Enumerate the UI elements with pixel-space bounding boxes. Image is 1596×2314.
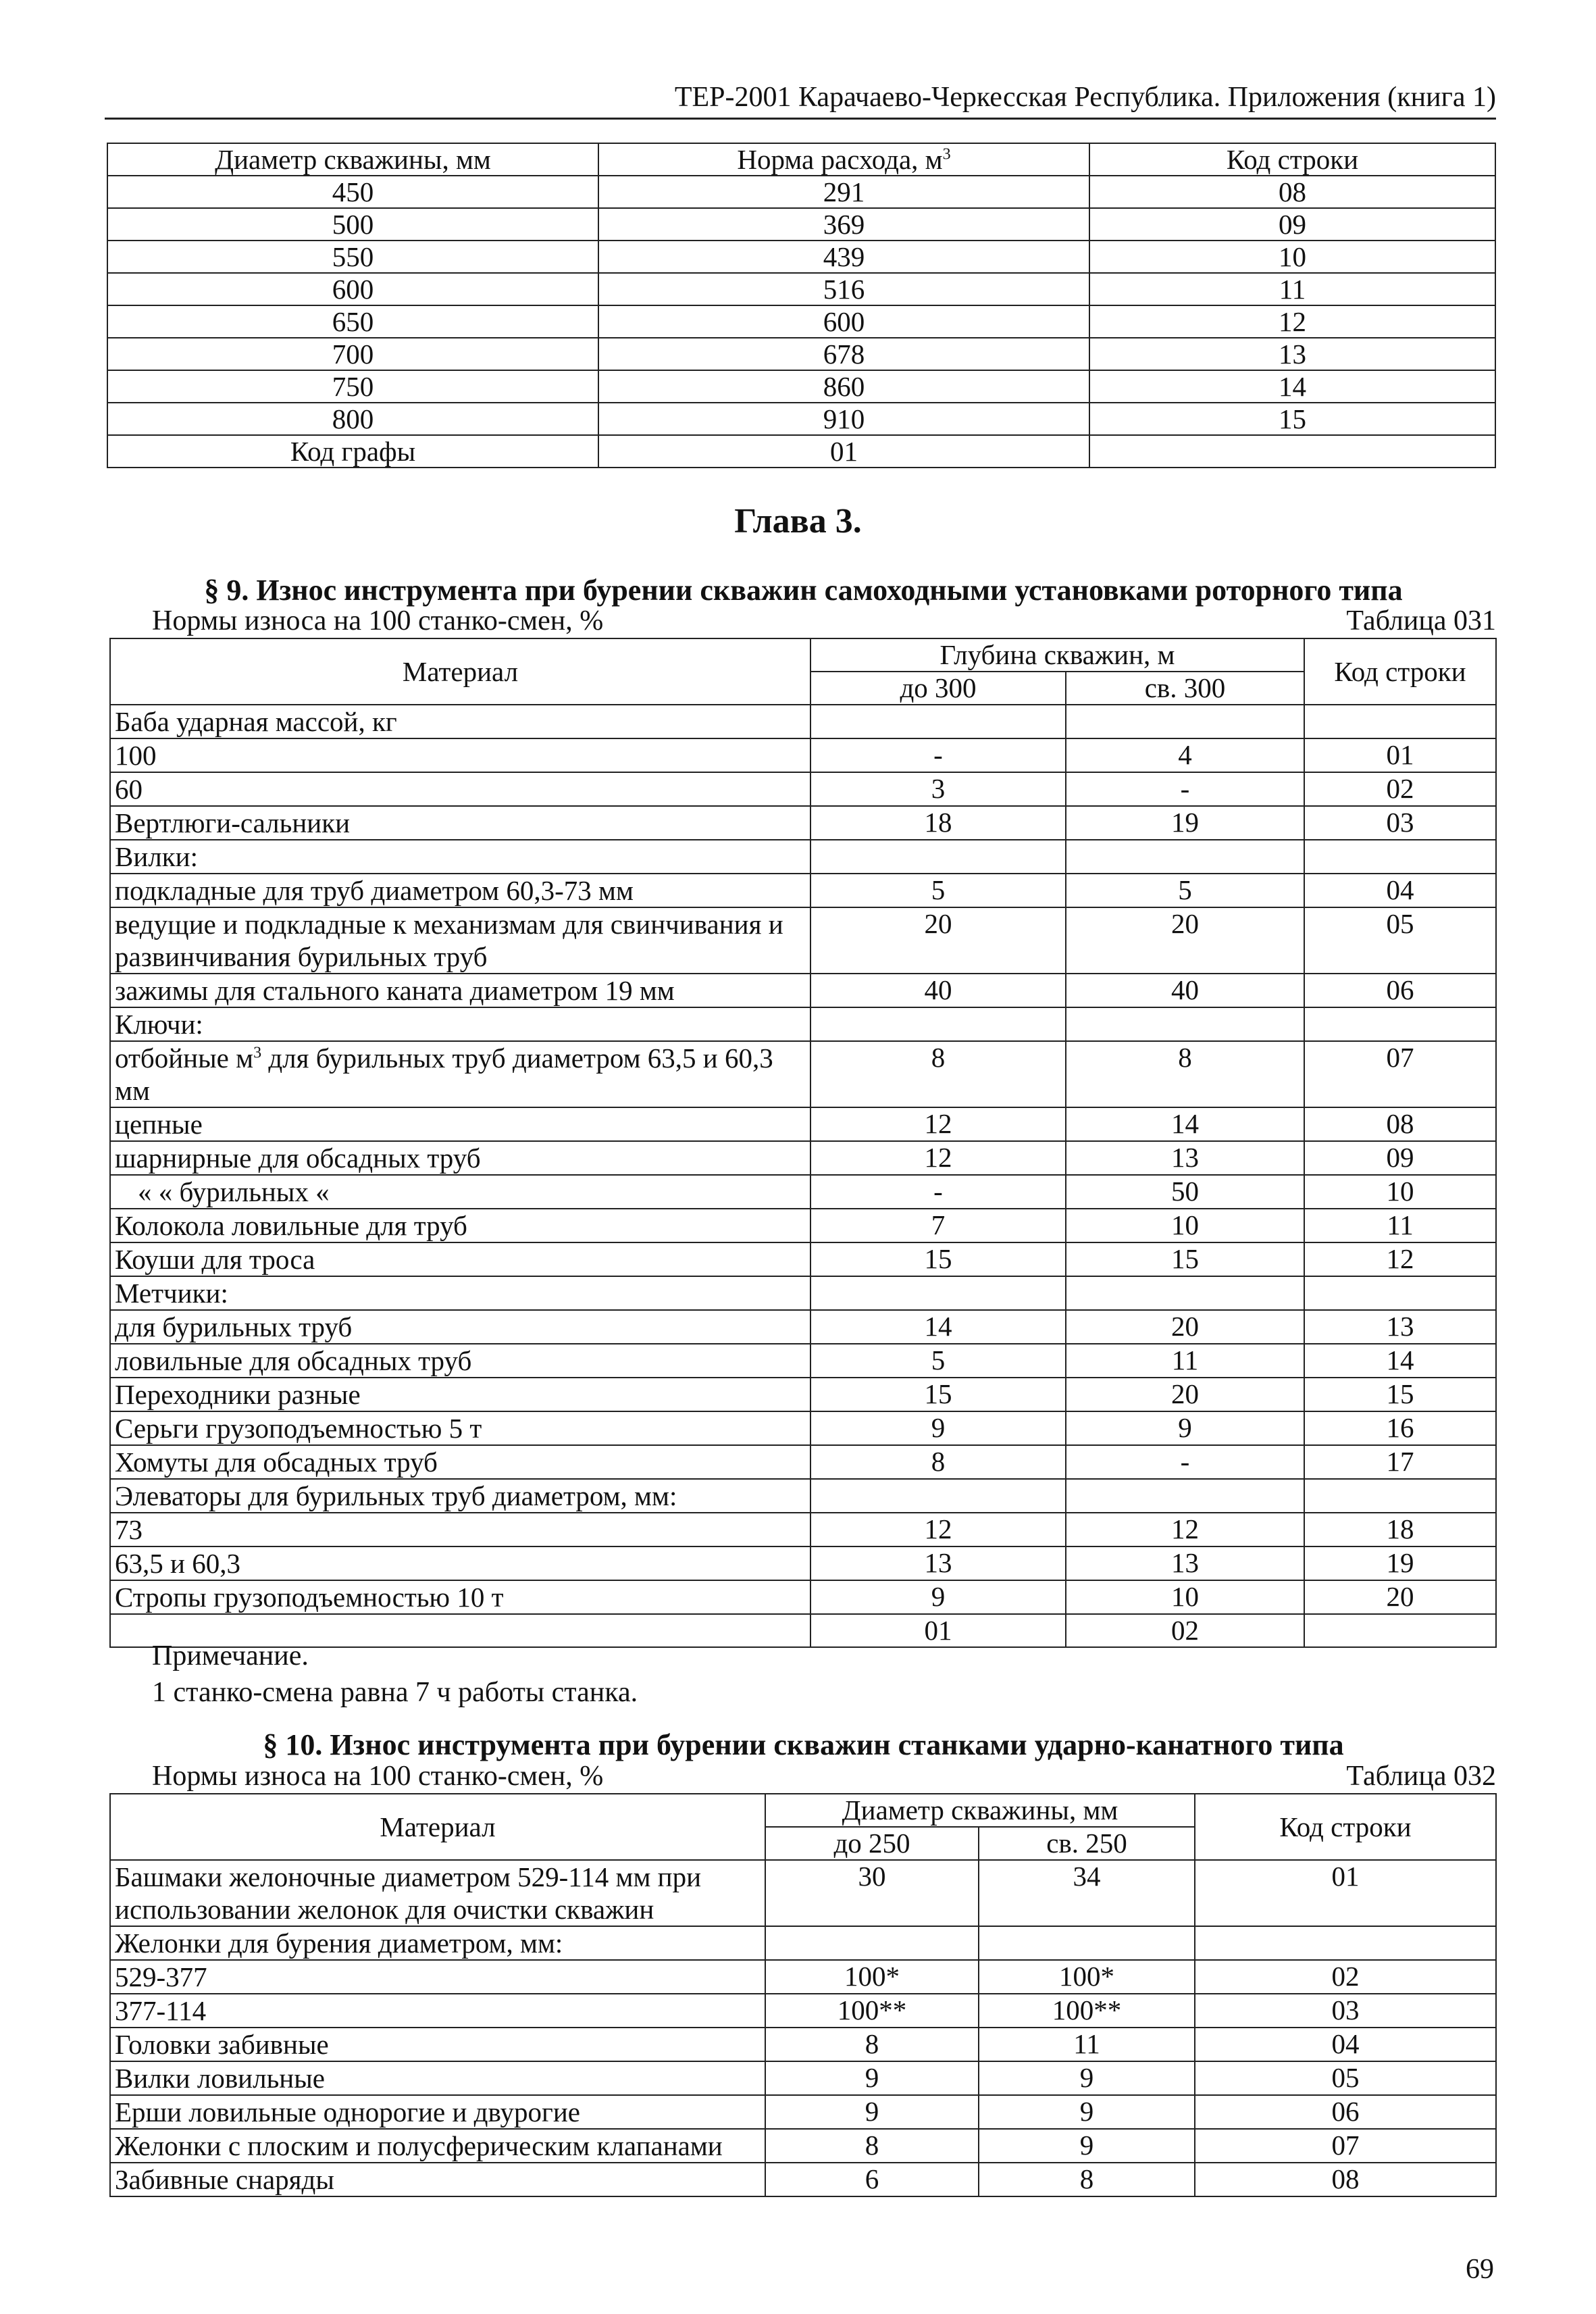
cell-norm: 291 — [598, 176, 1089, 208]
cell-row-code: 12 — [1304, 1242, 1496, 1276]
cell-over-300 — [1066, 705, 1304, 738]
header-material: Материал — [110, 1794, 765, 1860]
cell-over-300: 13 — [1066, 1141, 1304, 1175]
table-row — [110, 806, 1496, 840]
table-row — [110, 1411, 1496, 1445]
cell-to-300: 12 — [810, 1107, 1066, 1141]
table-row — [107, 273, 1495, 305]
header-over-300: св. 300 — [1066, 672, 1304, 705]
cell-material: 60 — [110, 772, 810, 806]
cell-row-code: 01 — [1195, 1860, 1496, 1926]
section-10-caption — [152, 1760, 1496, 1792]
cell-diameter: 700 — [107, 338, 598, 370]
cell-over-300: 8 — [1066, 1041, 1304, 1107]
table-row — [110, 1344, 1496, 1378]
cell-to-300: 8 — [810, 1041, 1066, 1107]
cell-material: ведущие и подкладные к механизмам для свинчивания и развинчивания бурильных труб — [110, 907, 810, 974]
table-row — [107, 241, 1495, 273]
unit-superscript: 3 — [253, 1044, 262, 1062]
cell-over-250: 8 — [979, 2163, 1195, 2196]
cell-norm: 600 — [598, 305, 1089, 338]
cell-norm: 910 — [598, 403, 1089, 435]
cell-row-code: 17 — [1304, 1445, 1496, 1479]
cell-to-250: 8 — [765, 2028, 979, 2061]
cell-row-code: 06 — [1195, 2095, 1496, 2129]
cell-to-300: 7 — [810, 1209, 1066, 1242]
page-number: 69 — [1466, 2254, 1494, 2285]
table-row — [110, 1378, 1496, 1411]
cell-norm: 01 — [598, 435, 1089, 468]
cell-material: Желонки с плоским и полусферическим клапанами — [110, 2129, 765, 2163]
cell-over-250: 9 — [979, 2061, 1195, 2095]
norms-caption: Нормы износа на 100 станко-смен, % — [152, 605, 604, 636]
cell-material: 100 — [110, 738, 810, 772]
table-number: Таблица 032 — [1346, 1761, 1496, 1792]
cell-material: Стропы грузоподъемностью 10 т — [110, 1580, 810, 1614]
table-row — [107, 403, 1495, 435]
cell-over-300: 9 — [1066, 1411, 1304, 1445]
running-header: ТЕР-2001 Карачаево-Черкесская Республика. Приложения (книга 1) — [105, 81, 1496, 120]
cell-material: цепные — [110, 1107, 810, 1141]
cell-row-code — [1195, 1926, 1496, 1960]
table-header-row — [107, 143, 1495, 176]
cell-to-300: 3 — [810, 772, 1066, 806]
cell-row-code: 05 — [1304, 907, 1496, 974]
table-row — [110, 2061, 1496, 2095]
cell-material: Вилки: — [110, 840, 810, 874]
cell-row-code — [1304, 1479, 1496, 1513]
section-9-caption — [152, 605, 1496, 637]
cell-row-code: 13 — [1304, 1310, 1496, 1344]
cell-diameter: 450 — [107, 176, 598, 208]
chapter-title: Глава 3. — [734, 502, 862, 540]
table-032 — [109, 1793, 1497, 2197]
table-row — [110, 2129, 1496, 2163]
cell-norm: 860 — [598, 370, 1089, 403]
table-row — [110, 1310, 1496, 1344]
diameter-norm-table — [107, 143, 1496, 468]
table-row — [110, 1141, 1496, 1175]
table-row — [110, 2095, 1496, 2129]
table-row — [107, 435, 1495, 468]
table-row — [110, 1926, 1496, 1960]
cell-row-code — [1304, 1276, 1496, 1310]
cell-material: 63,5 и 60,3 — [110, 1546, 810, 1580]
cell-over-300: - — [1066, 1445, 1304, 1479]
cell-material: Серьги грузоподъемностью 5 т — [110, 1411, 810, 1445]
table-row — [110, 2028, 1496, 2061]
cell-to-300: 9 — [810, 1411, 1066, 1445]
cell-to-300: 12 — [810, 1141, 1066, 1175]
table-row — [110, 1479, 1496, 1513]
table-row — [110, 1445, 1496, 1479]
cell-row-code: 09 — [1304, 1141, 1496, 1175]
header-norm — [598, 143, 1089, 176]
cell-material: Коуши для троса — [110, 1242, 810, 1276]
cell-row-code: 08 — [1089, 176, 1495, 208]
cell-over-300: 13 — [1066, 1546, 1304, 1580]
table-row — [110, 1276, 1496, 1310]
table-row — [110, 840, 1496, 874]
table-row — [110, 1860, 1496, 1926]
cell-to-250: 100** — [765, 1994, 979, 2028]
cell-to-250: 100* — [765, 1960, 979, 1994]
cell-over-300: 02 — [1066, 1614, 1304, 1647]
cell-material: 73 — [110, 1513, 810, 1546]
header-diameter: Диаметр скважины, мм — [107, 143, 598, 176]
cell-to-300: 12 — [810, 1513, 1066, 1546]
cell-material: Забивные снаряды — [110, 2163, 765, 2196]
cell-material: Метчики: — [110, 1276, 810, 1310]
cell-over-300: 11 — [1066, 1344, 1304, 1378]
material-text-rest: для бурильных труб диаметром 63,5 и 60,3 мм — [115, 1042, 773, 1106]
cell-material: Вертлюги-сальники — [110, 806, 810, 840]
cell-row-code — [1304, 1614, 1496, 1647]
cell-norm: 516 — [598, 273, 1089, 305]
cell-row-code: 13 — [1089, 338, 1495, 370]
cell-material: « « бурильных « — [110, 1175, 810, 1209]
note-title: Примечание. — [152, 1640, 309, 1671]
cell-to-300: 9 — [810, 1580, 1066, 1614]
section-10-title: § 10. Износ инструмента при бурении скважин станками ударно-канатного типа — [263, 1728, 1344, 1761]
table-row — [110, 974, 1496, 1007]
table-row — [107, 176, 1495, 208]
cell-to-300 — [810, 1276, 1066, 1310]
cell-diameter: 550 — [107, 241, 598, 273]
cell-row-code: 15 — [1089, 403, 1495, 435]
table-row — [110, 772, 1496, 806]
header-material: Материал — [110, 638, 810, 705]
cell-over-300 — [1066, 1479, 1304, 1513]
cell-row-code: 14 — [1304, 1344, 1496, 1378]
cell-row-code — [1089, 435, 1495, 468]
cell-row-code: 20 — [1304, 1580, 1496, 1614]
cell-over-250: 11 — [979, 2028, 1195, 2061]
table-row — [107, 208, 1495, 241]
cell-over-300: 10 — [1066, 1580, 1304, 1614]
table-row — [110, 1580, 1496, 1614]
cell-over-250: 100* — [979, 1960, 1195, 1994]
header-to-250: до 250 — [765, 1827, 979, 1860]
cell-to-250: 6 — [765, 2163, 979, 2196]
section-9-title: § 9. Износ инструмента при бурении скважин самоходными установками роторного типа — [204, 574, 1403, 607]
cell-to-300 — [810, 840, 1066, 874]
cell-over-250: 9 — [979, 2129, 1195, 2163]
cell-row-code: 04 — [1304, 874, 1496, 907]
cell-material: подкладные для труб диаметром 60,3-73 мм — [110, 874, 810, 907]
header-row-code: Код строки — [1089, 143, 1495, 176]
cell-row-code: 14 — [1089, 370, 1495, 403]
cell-norm: 369 — [598, 208, 1089, 241]
cell-material: ловильные для обсадных труб — [110, 1344, 810, 1378]
table-row — [110, 1175, 1496, 1209]
cell-row-code: 01 — [1304, 738, 1496, 772]
cell-to-300: - — [810, 738, 1066, 772]
cell-over-300: 19 — [1066, 806, 1304, 840]
cell-row-code: 02 — [1304, 772, 1496, 806]
cell-to-300: 13 — [810, 1546, 1066, 1580]
table-row — [110, 2163, 1496, 2196]
cell-material: Баба ударная массой, кг — [110, 705, 810, 738]
cell-over-300: 40 — [1066, 974, 1304, 1007]
table-row — [110, 1242, 1496, 1276]
cell-material: Ерши ловильные однорогие и двурогие — [110, 2095, 765, 2129]
cell-row-code: 03 — [1304, 806, 1496, 840]
table-row — [110, 705, 1496, 738]
table-row — [110, 1041, 1496, 1107]
cell-norm: 439 — [598, 241, 1089, 273]
cell-over-300: 12 — [1066, 1513, 1304, 1546]
header-row-code: Код строки — [1195, 1794, 1496, 1860]
table-row — [110, 1209, 1496, 1242]
cell-to-300: - — [810, 1175, 1066, 1209]
note-text: 1 станко-смена равна 7 ч работы станка. — [152, 1677, 638, 1708]
cell-row-code: 10 — [1304, 1175, 1496, 1209]
cell-row-code: 16 — [1304, 1411, 1496, 1445]
cell-over-300: 10 — [1066, 1209, 1304, 1242]
cell-row-code: 02 — [1195, 1960, 1496, 1994]
header-norm-unit-sup: 3 — [942, 145, 951, 164]
cell-row-code: 03 — [1195, 1994, 1496, 2028]
cell-row-code: 04 — [1195, 2028, 1496, 2061]
table-number: Таблица 031 — [1346, 605, 1496, 636]
cell-diameter: 650 — [107, 305, 598, 338]
cell-to-300: 5 — [810, 874, 1066, 907]
cell-to-300: 15 — [810, 1378, 1066, 1411]
cell-to-250 — [765, 1926, 979, 1960]
cell-to-300: 20 — [810, 907, 1066, 974]
norms-caption: Нормы износа на 100 станко-смен, % — [152, 1761, 604, 1792]
cell-material: 529-377 — [110, 1960, 765, 1994]
cell-over-300: 15 — [1066, 1242, 1304, 1276]
cell-material: 377-114 — [110, 1994, 765, 2028]
cell-to-300: 15 — [810, 1242, 1066, 1276]
cell-to-250: 9 — [765, 2061, 979, 2095]
header-norm-text: Норма расхода, м — [737, 144, 943, 175]
cell-row-code: 07 — [1304, 1041, 1496, 1107]
cell-to-300 — [810, 1479, 1066, 1513]
table-row — [107, 338, 1495, 370]
cell-over-250: 100** — [979, 1994, 1195, 2028]
table-row — [110, 738, 1496, 772]
cell-row-code: 05 — [1195, 2061, 1496, 2095]
cell-row-code: 18 — [1304, 1513, 1496, 1546]
cell-to-300: 5 — [810, 1344, 1066, 1378]
cell-diameter: 500 — [107, 208, 598, 241]
header-to-300: до 300 — [810, 672, 1066, 705]
cell-material — [110, 1041, 810, 1107]
cell-material: зажимы для стального каната диаметром 19 мм — [110, 974, 810, 1007]
table-row — [110, 1513, 1496, 1546]
cell-material: Хомуты для обсадных труб — [110, 1445, 810, 1479]
cell-row-code — [1304, 705, 1496, 738]
table-031 — [109, 638, 1497, 1648]
cell-to-300 — [810, 1007, 1066, 1041]
cell-row-code: 11 — [1304, 1209, 1496, 1242]
cell-over-300: 4 — [1066, 738, 1304, 772]
cell-over-250: 9 — [979, 2095, 1195, 2129]
cell-to-250: 30 — [765, 1860, 979, 1926]
cell-row-code: 11 — [1089, 273, 1495, 305]
cell-to-300: 14 — [810, 1310, 1066, 1344]
cell-row-code: 15 — [1304, 1378, 1496, 1411]
cell-diameter: Код графы — [107, 435, 598, 468]
cell-over-300: 14 — [1066, 1107, 1304, 1141]
header-row-code: Код строки — [1304, 638, 1496, 705]
cell-to-300: 18 — [810, 806, 1066, 840]
cell-row-code: 10 — [1089, 241, 1495, 273]
cell-material: Головки забивные — [110, 2028, 765, 2061]
material-text: отбойные м — [115, 1042, 254, 1074]
table-row — [110, 874, 1496, 907]
cell-row-code — [1304, 1007, 1496, 1041]
cell-over-300: 20 — [1066, 1310, 1304, 1344]
cell-material: Башмаки желоночные диаметром 529-114 мм при использовании желонок для очистки скважин — [110, 1860, 765, 1926]
cell-row-code: 08 — [1195, 2163, 1496, 2196]
cell-to-250: 9 — [765, 2095, 979, 2129]
table-row — [110, 1107, 1496, 1141]
cell-over-300: 50 — [1066, 1175, 1304, 1209]
cell-to-300: 01 — [810, 1614, 1066, 1647]
table-row — [107, 305, 1495, 338]
cell-to-250: 8 — [765, 2129, 979, 2163]
cell-material: шарнирные для обсадных труб — [110, 1141, 810, 1175]
cell-row-code: 19 — [1304, 1546, 1496, 1580]
cell-to-300 — [810, 705, 1066, 738]
cell-row-code: 08 — [1304, 1107, 1496, 1141]
cell-row-code: 12 — [1089, 305, 1495, 338]
cell-material: Желонки для бурения диаметром, мм: — [110, 1926, 765, 1960]
table-header-row — [110, 1794, 1496, 1827]
cell-diameter: 600 — [107, 273, 598, 305]
cell-row-code: 09 — [1089, 208, 1495, 241]
cell-to-300: 40 — [810, 974, 1066, 1007]
cell-material: Элеваторы для бурильных труб диаметром, мм: — [110, 1479, 810, 1513]
table-row — [110, 1546, 1496, 1580]
table-row — [110, 907, 1496, 974]
cell-over-300 — [1066, 1007, 1304, 1041]
cell-over-300 — [1066, 1276, 1304, 1310]
cell-material: Вилки ловильные — [110, 2061, 765, 2095]
cell-diameter: 750 — [107, 370, 598, 403]
header-over-250: св. 250 — [979, 1827, 1195, 1860]
cell-material: для бурильных труб — [110, 1310, 810, 1344]
cell-diameter: 800 — [107, 403, 598, 435]
table-row — [107, 370, 1495, 403]
cell-row-code: 07 — [1195, 2129, 1496, 2163]
cell-row-code — [1304, 840, 1496, 874]
table-header-row — [110, 638, 1496, 672]
note-block — [152, 1638, 638, 1711]
cell-material: Колокола ловильные для труб — [110, 1209, 810, 1242]
cell-over-250: 34 — [979, 1860, 1195, 1926]
cell-over-300 — [1066, 840, 1304, 874]
table-row — [110, 1994, 1496, 2028]
header-diameter: Диаметр скважины, мм — [765, 1794, 1195, 1827]
cell-material: Переходники разные — [110, 1378, 810, 1411]
cell-material: Ключи: — [110, 1007, 810, 1041]
cell-over-250 — [979, 1926, 1195, 1960]
cell-over-300: - — [1066, 772, 1304, 806]
table-row — [110, 1007, 1496, 1041]
header-depth: Глубина скважин, м — [810, 638, 1304, 672]
cell-over-300: 20 — [1066, 907, 1304, 974]
cell-row-code: 06 — [1304, 974, 1496, 1007]
cell-over-300: 5 — [1066, 874, 1304, 907]
cell-to-300: 8 — [810, 1445, 1066, 1479]
cell-over-300: 20 — [1066, 1378, 1304, 1411]
table-row — [110, 1960, 1496, 1994]
cell-norm: 678 — [598, 338, 1089, 370]
